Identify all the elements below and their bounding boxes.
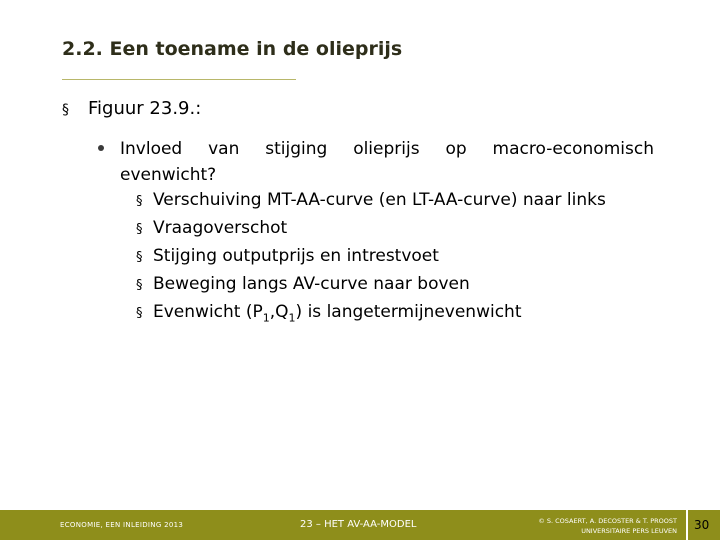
bullet-level1 xyxy=(62,98,201,119)
list-item: § Stijging outputprijs en intrestvoet xyxy=(136,243,606,271)
word: op xyxy=(445,139,467,159)
footer-divider xyxy=(686,510,688,540)
page-number: 30 xyxy=(694,518,710,532)
square-bullet-icon: § xyxy=(136,222,143,237)
word: olieprijs xyxy=(353,139,420,159)
list-item: § Evenwicht $(P_1,Q_1)$ is langetermijnevenwicht xyxy=(136,299,606,331)
bullet-level3-list xyxy=(136,187,606,331)
square-bullet-icon: § xyxy=(136,250,143,265)
title-underline xyxy=(62,79,296,80)
list-item: § Vraagoverschot xyxy=(136,215,606,243)
bullet-level2-line1 xyxy=(120,136,654,162)
list-item: § Verschuiving MT-AA-curve (en LT-AA-curve) naar links xyxy=(136,187,606,215)
footer-chapter-title: 23 – HET AV-AA-MODEL xyxy=(300,519,417,530)
footer-left-text: ECONOMIE, EEN INLEIDING 2013 xyxy=(60,521,184,529)
list-item: § Beweging langs AV-curve naar boven xyxy=(136,271,606,299)
slide-title: 2.2. Een toename in de olieprijs xyxy=(62,38,403,60)
footer-bar xyxy=(0,510,720,540)
word: macro-economisch xyxy=(492,139,654,159)
word: van xyxy=(208,139,240,159)
bullet-level2 xyxy=(98,136,654,188)
word: stijging xyxy=(265,139,328,159)
square-bullet-icon: § xyxy=(62,102,69,118)
square-bullet-icon: § xyxy=(136,306,143,321)
round-bullet-icon xyxy=(98,145,104,151)
square-bullet-icon: § xyxy=(136,194,143,209)
word: Invloed xyxy=(120,139,183,159)
bullet-level2-line2: evenwicht? xyxy=(120,165,217,185)
bullet-level1-text: Figuur 23.9.: xyxy=(88,98,202,119)
footer-copyright: © S. COSAERT, A. DECOSTER & T. PROOST UNIVERSITAIRE PERS LEUVEN xyxy=(538,517,677,535)
square-bullet-icon: § xyxy=(136,278,143,293)
